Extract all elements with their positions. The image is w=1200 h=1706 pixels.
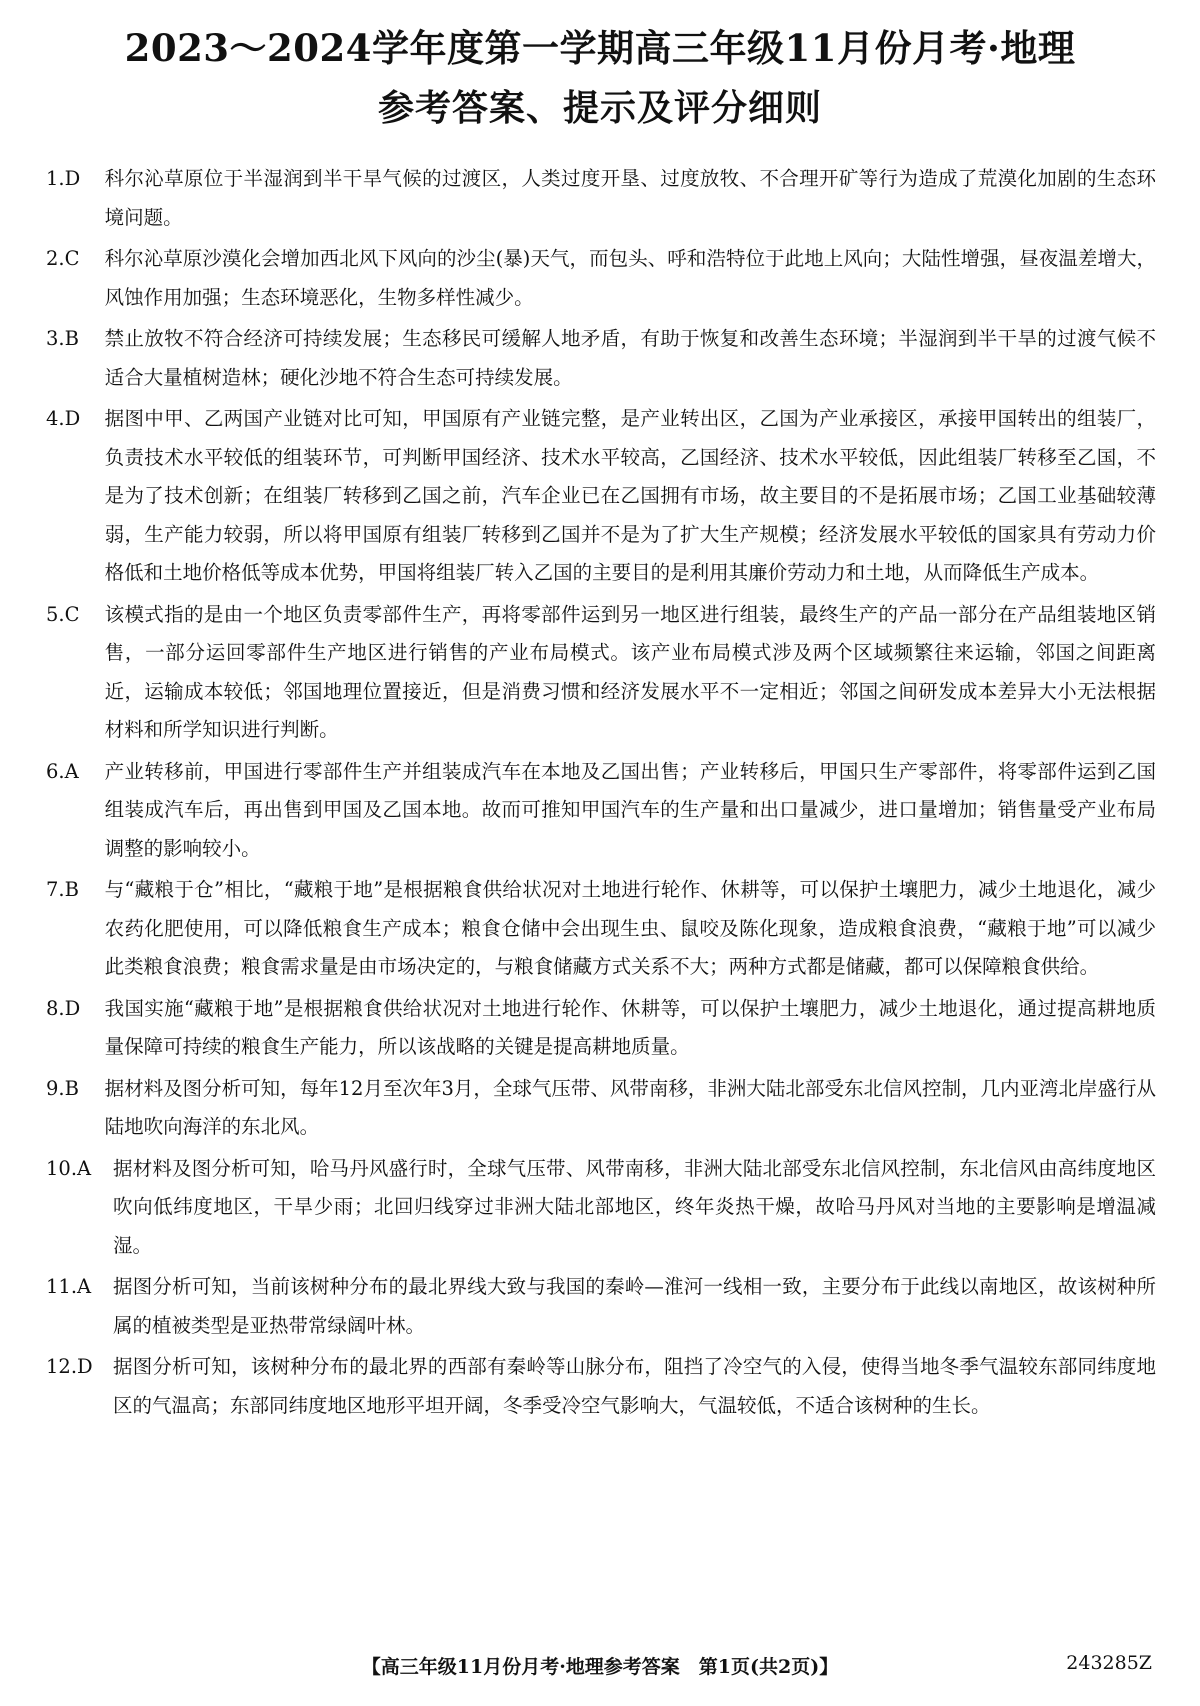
answer-choice: B: [64, 327, 79, 350]
answer-number: 4.: [46, 407, 65, 430]
page-subtitle: 参考答案、提示及评分细则: [377, 87, 822, 129]
answer-choice: A: [77, 1275, 92, 1298]
answer-explanation: 据图分析可知，当前该树种分布的最北界线大致与我国的秦岭—淮河一线相一致，主要分布于此线以南地区，故该树种所属的植被类型是亚热带常绿阔叶林。: [113, 1275, 1156, 1337]
page-title: 2023～2024学年度第一学期高三年级11月份月考·地理: [124, 26, 1076, 70]
answer-item-8: [46, 990, 1156, 1067]
page-footer: [0, 1652, 1200, 1682]
answer-number: 8.: [46, 996, 65, 1020]
answer-choice: A: [64, 759, 79, 783]
answer-number: 7.: [46, 878, 65, 901]
answer-explanation: 科尔沁草原沙漠化会增加西北风下风向的沙尘(暴)天气，而包头、呼和浩特位于此地上风向；大陆性增强，昼夜温差增大，风蚀作用加强；生态环境恶化，生物多样性减少。: [104, 247, 1156, 309]
answer-explanation: 该模式指的是由一个地区负责零部件生产，再将零部件运到另一地区进行组装，最终生产的产品一部分在产品组装地区销售，一部分运回零部件生产地区进行销售的产业布局模式。该产业布局模式涉及两个区域频繁往来运输，邻国之间距离近，运输成本较低；邻国地理位置接近，但是消费习惯和经济发展水平不一定相近；邻国之间研发成本差异大小无法根据材料和所学知识进行判断。: [104, 602, 1156, 741]
answer-item-3: [46, 320, 1156, 397]
answer-item-7: [46, 871, 1156, 987]
answer-explanation: 据图分析可知，该树种分布的最北界的西部有秦岭等山脉分布，阻挡了冷空气的入侵，使得当地冬季气温较东部同纬度地区的气温高；东部同纬度地区地形平坦开阔，冬季受冷空气影响大，气温较低，不适合该树种的生长。: [113, 1355, 1156, 1417]
answer-number: 10.: [46, 1156, 78, 1180]
answer-number: 2.: [46, 247, 65, 270]
answer-list: [46, 160, 1156, 1425]
answer-choice: B: [64, 1076, 79, 1100]
footer-document-code: 243285Z: [1066, 1652, 1152, 1674]
answer-item-2: [46, 240, 1156, 317]
answer-number: 11.: [46, 1275, 78, 1298]
answer-choice: D: [77, 1355, 93, 1378]
answer-choice: C: [64, 247, 80, 270]
answer-explanation: 与“藏粮于仓”相比，“藏粮于地”是根据粮食供给状况对土地进行轮作、休耕等，可以保护土壤肥力，减少土地退化，减少农药化肥使用，可以降低粮食生产成本；粮食仓储中会出现生虫、鼠咬及陈化现象，造成粮食浪费，“藏粮于地”可以减少此类粮食浪费；粮食需求量是由市场决定的，与粮食储藏方式关系不大；两种方式都是储藏，都可以保障粮食供给。: [104, 878, 1156, 978]
answer-choice: D: [64, 167, 81, 190]
answer-item-9: [46, 1070, 1156, 1147]
footer-page-label: 【高三年级11月份月考·地理参考答案 第1页(共2页)】: [361, 1656, 839, 1678]
answer-item-10: [46, 1150, 1156, 1266]
answer-explanation: 禁止放牧不符合经济可持续发展；生态移民可缓解人地矛盾，有助于恢复和改善生态环境；半湿润到半干旱的过渡气候不适合大量植树造林；硬化沙地不符合生态可持续发展。: [104, 327, 1156, 389]
answer-explanation: 科尔沁草原位于半湿润到半干旱气候的过渡区，人类过度开垦、过度放牧、不合理开矿等行为造成了荒漠化加剧的生态环境问题。: [104, 167, 1156, 229]
answer-item-4: [46, 400, 1156, 593]
answer-number: 3.: [46, 327, 65, 350]
answer-item-6: [46, 753, 1156, 869]
answer-explanation: 据材料及图分析可知，哈马丹风盛行时，全球气压带、风带南移，非洲大陆北部受东北信风控制，东北信风由高纬度地区吹向低纬度地区，干旱少雨；北回归线穿过非洲大陆北部地区，终年炎热干燥，故哈马丹风对当地的主要影响是增温减湿。: [113, 1156, 1156, 1257]
answer-explanation: 据图中甲、乙两国产业链对比可知，甲国原有产业链完整，是产业转出区，乙国为产业承接区，承接甲国转出的组装厂，负责技术水平较低的组装环节，可判断甲国经济、技术水平较高，乙国经济、技术水平较低，因此组装厂转移至乙国，不是为了技术创新；在组装厂转移到乙国之前，汽车企业已在乙国拥有市场，故主要目的不是拓展市场；乙国工业基础较薄弱，生产能力较弱，所以将甲国原有组装厂转移到乙国并不是为了扩大生产规模；经济发展水平较低的国家具有劳动力价格低和土地价格低等成本优势，甲国将组装厂转入乙国的主要目的是利用其廉价劳动力和土地，从而降低生产成本。: [104, 407, 1156, 584]
answer-choice: A: [77, 1156, 92, 1180]
answer-choice: D: [64, 996, 81, 1020]
answer-explanation: 据材料及图分析可知，每年12月至次年3月，全球气压带、风带南移，非洲大陆北部受东北信风控制，几内亚湾北岸盛行从陆地吹向海洋的东北风。: [104, 1076, 1156, 1138]
answer-choice: B: [64, 878, 79, 901]
answer-explanation: 我国实施“藏粮于地”是根据粮食供给状况对土地进行轮作、休耕等，可以保护土壤肥力，减少土地退化，通过提高耕地质量保障可持续的粮食生产能力，所以该战略的关键是提高耕地质量。: [104, 996, 1156, 1058]
answer-choice: D: [64, 407, 81, 430]
answer-number: 6.: [46, 759, 65, 783]
answer-item-11: [46, 1268, 1156, 1345]
answer-item-12: [46, 1348, 1156, 1425]
answer-number: 1.: [46, 167, 65, 190]
answer-item-1: [46, 160, 1156, 237]
answer-number: 9.: [46, 1076, 65, 1100]
answer-item-5: [46, 596, 1156, 750]
answer-number: 5.: [46, 602, 65, 626]
answer-explanation: 产业转移前，甲国进行零部件生产并组装成汽车在本地及乙国出售；产业转移后，甲国只生产零部件，将零部件运到乙国组装成汽车后，再出售到甲国及乙国本地。故而可推知甲国汽车的生产量和出口量减少，进口量增加；销售量受产业布局调整的影响较小。: [104, 759, 1156, 860]
answer-number: 12.: [46, 1355, 78, 1378]
answer-choice: C: [64, 602, 80, 626]
